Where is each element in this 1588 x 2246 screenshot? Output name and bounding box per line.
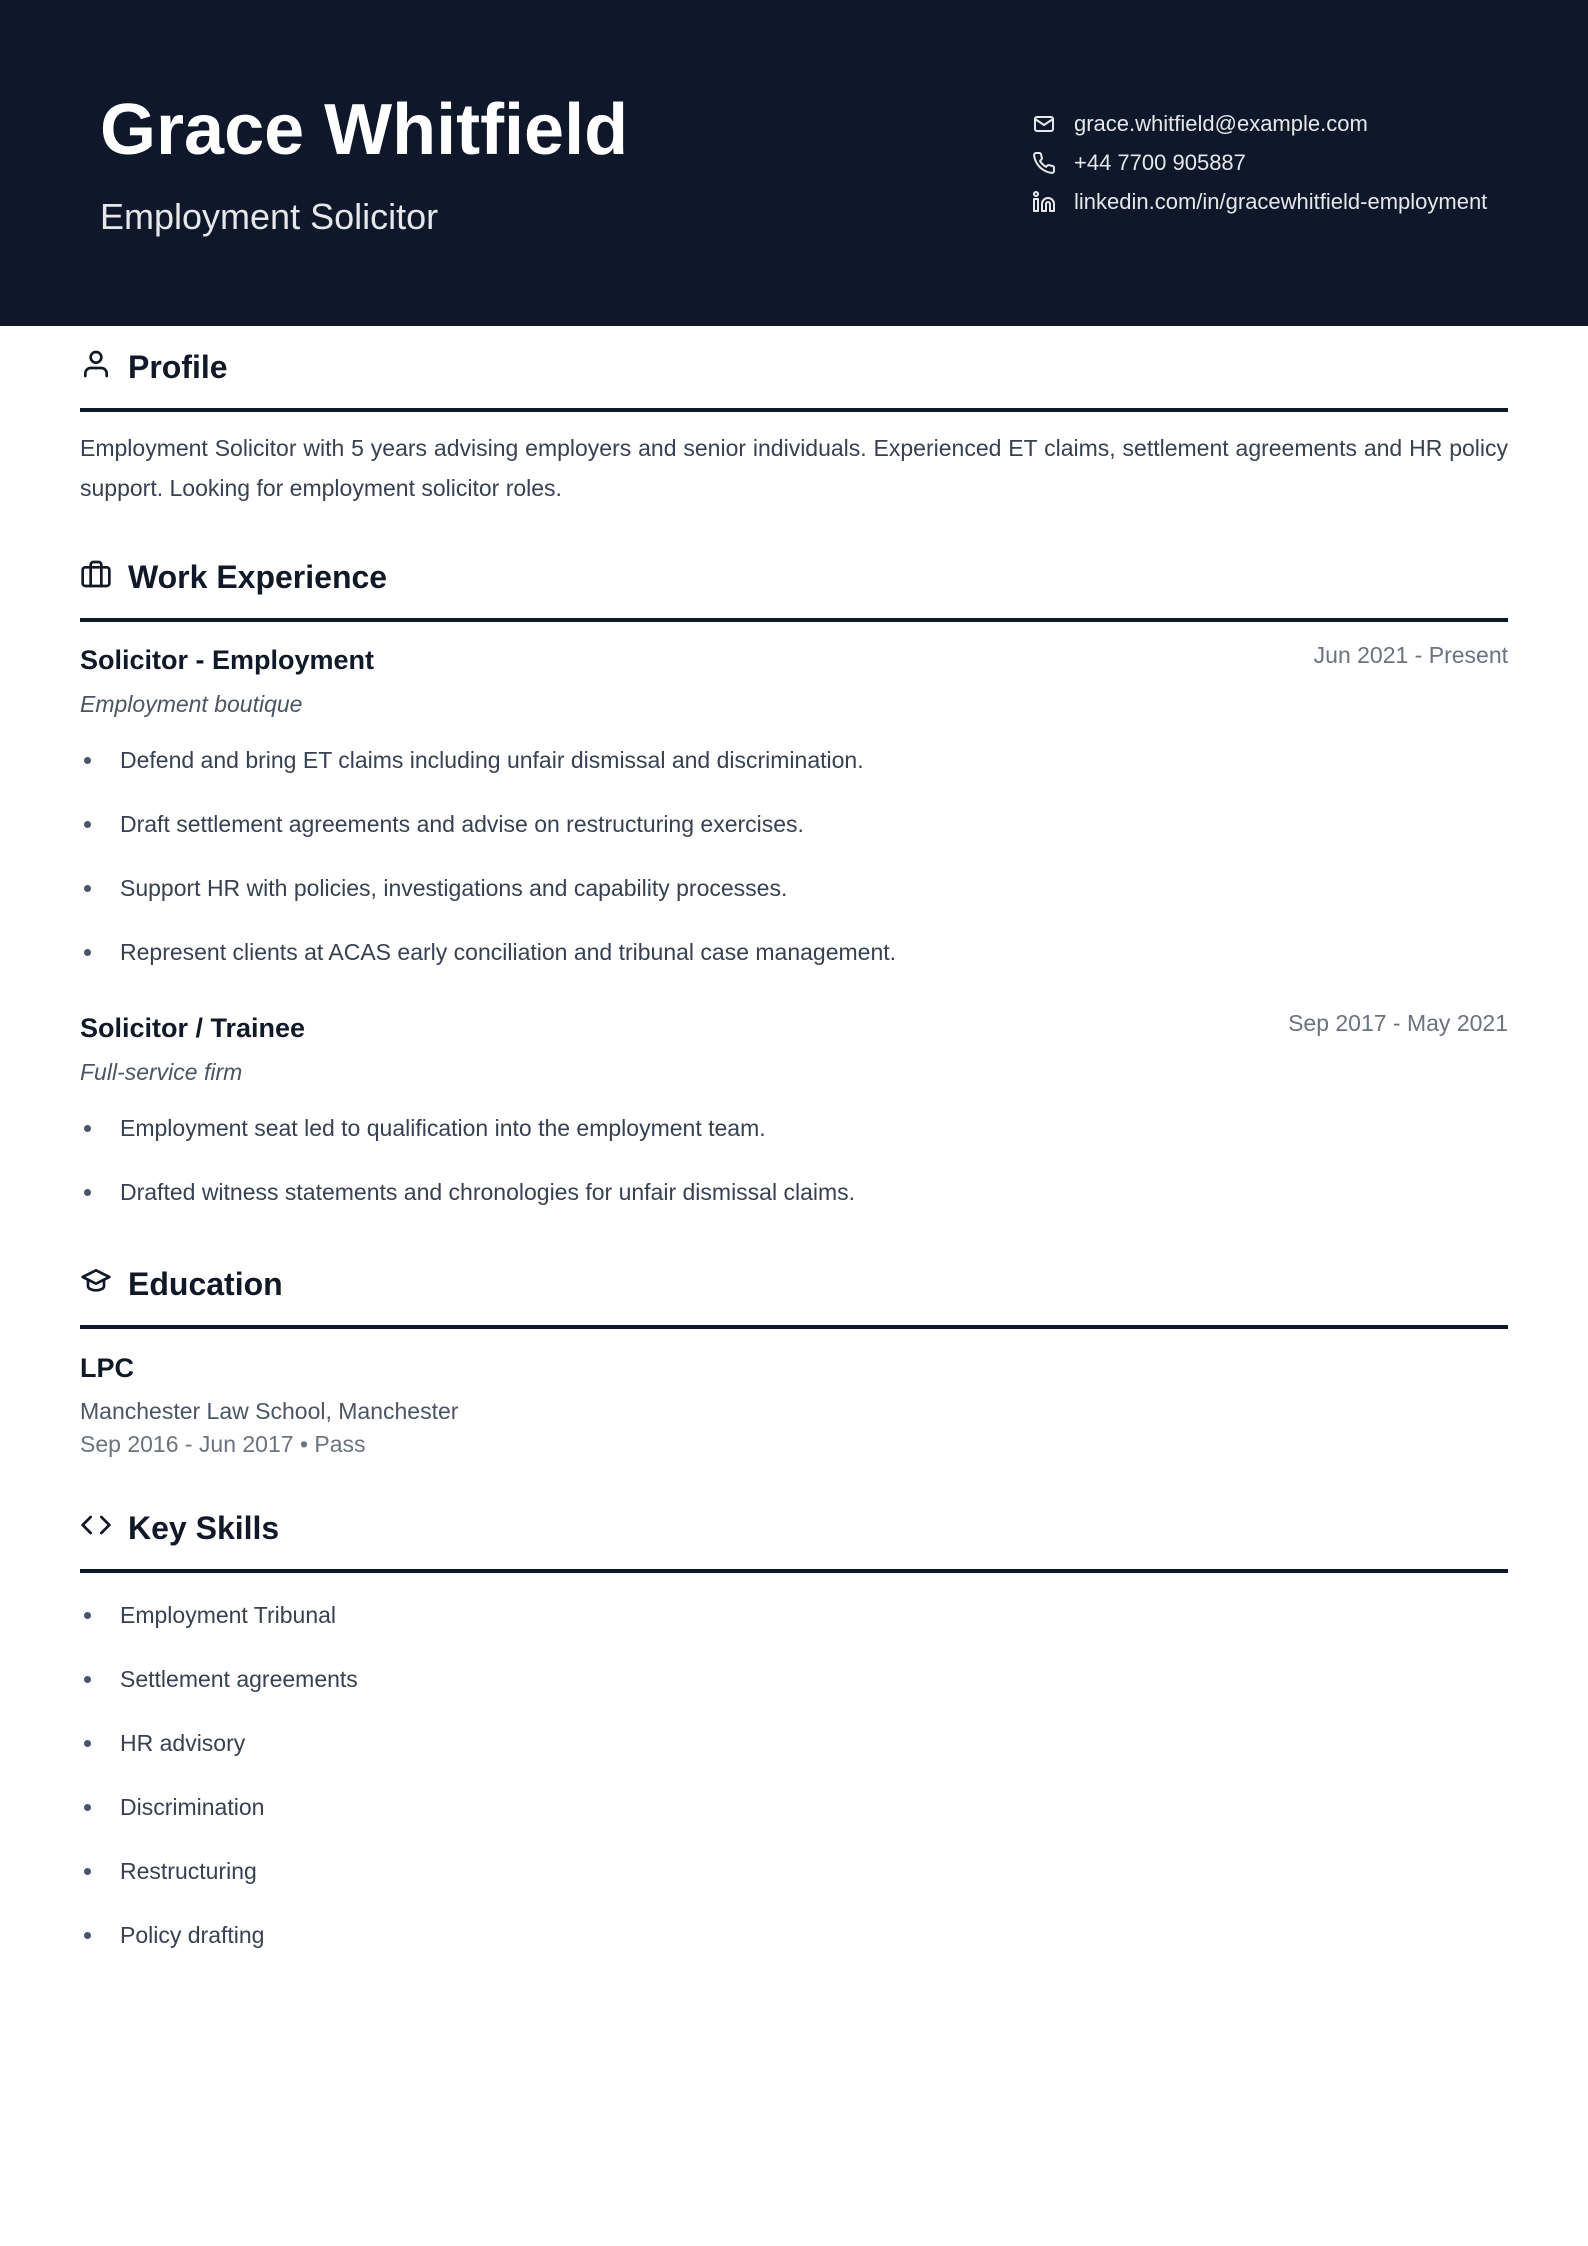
list-item: Employment Tribunal [80, 1601, 358, 1665]
contact-email-text: grace.whitfield@example.com [1074, 110, 1368, 136]
skills-list [80, 1601, 358, 1985]
graduation-cap-icon [80, 1265, 112, 1297]
education-meta: Sep 2016 - Jun 2017 • Pass [80, 1431, 366, 1457]
job-bullets [80, 746, 896, 1002]
experience-section-header [80, 558, 1508, 622]
candidate-role: Employment Solicitor [100, 196, 439, 237]
user-icon [80, 348, 112, 380]
job-title: Solicitor - Employment [80, 645, 375, 675]
profile-section-header [80, 348, 1508, 412]
experience-section-title: Work Experience [128, 559, 388, 595]
list-item: Represent clients at ACAS early conciliation and tribunal case management. [80, 938, 896, 1002]
job-company: Full-service firm [80, 1059, 243, 1085]
skills-section-title: Key Skills [128, 1510, 280, 1546]
skills-section-header [80, 1509, 1508, 1573]
list-item: Settlement agreements [80, 1665, 358, 1729]
list-item: Discrimination [80, 1793, 358, 1857]
contact-list [1032, 104, 1487, 221]
list-item: Support HR with policies, investigations and capability processes. [80, 874, 896, 938]
briefcase-icon [80, 558, 112, 590]
resume-header [0, 0, 1588, 326]
education-section-title: Education [128, 1266, 283, 1302]
education-school: Manchester Law School, Manchester [80, 1398, 459, 1424]
list-item: Policy drafting [80, 1921, 358, 1985]
contact-phone-text: +44 7700 905887 [1074, 149, 1246, 175]
phone-icon [1032, 151, 1056, 175]
job-bullets [80, 1114, 855, 1242]
contact-email[interactable] [1032, 104, 1487, 143]
code-icon [80, 1509, 112, 1541]
list-item: HR advisory [80, 1729, 358, 1793]
contact-linkedin[interactable] [1032, 182, 1487, 221]
profile-section-title: Profile [128, 349, 228, 385]
list-item: Restructuring [80, 1857, 358, 1921]
job-company: Employment boutique [80, 691, 303, 717]
linkedin-icon [1032, 190, 1056, 214]
list-item: Defend and bring ET claims including unfair dismissal and discrimination. [80, 746, 896, 810]
candidate-name: Grace Whitfield [100, 90, 629, 170]
mail-icon [1032, 112, 1056, 136]
education-section-header [80, 1265, 1508, 1329]
contact-phone[interactable] [1032, 143, 1487, 182]
job-dates: Sep 2017 - May 2021 [1288, 1010, 1508, 1036]
job-title: Solicitor / Trainee [80, 1013, 306, 1043]
list-item: Employment seat led to qualification into the employment team. [80, 1114, 855, 1178]
contact-linkedin-text: linkedin.com/in/gracewhitfield-employment [1074, 188, 1488, 214]
list-item: Draft settlement agreements and advise on restructuring exercises. [80, 810, 896, 874]
education-degree: LPC [80, 1353, 134, 1383]
job-dates: Jun 2021 - Present [1313, 642, 1508, 668]
list-item: Drafted witness statements and chronologies for unfair dismissal claims. [80, 1178, 855, 1242]
profile-text: Employment Solicitor with 5 years advising employers and senior individuals. Experienced ET claims, settlement agreements and HR policy support. Looking for employment solicitor roles. [80, 435, 1508, 501]
